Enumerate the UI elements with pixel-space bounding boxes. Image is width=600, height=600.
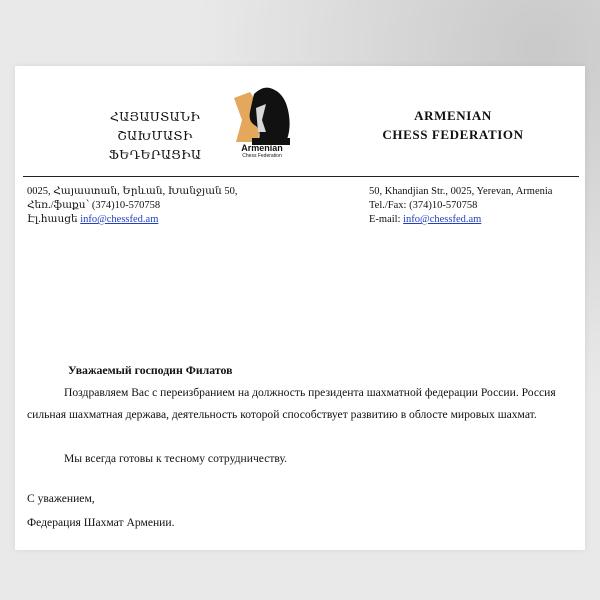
english-name-line2: CHESS FEDERATION (382, 127, 524, 142)
letter-paragraph-1: Поздравляем Вас с переизбранием на должность президента шахматной федерации России. Россия сильная шахматная держава, деятельность которой способствует развитию в облосте мировых шахмат. (27, 386, 556, 421)
english-org-name (368, 106, 538, 144)
armenian-name-line2: ՇԱԽՄԱՏԻ ՖԵԴԵՐԱՑԻԱ (108, 129, 202, 162)
armenian-name-line1: ՀԱՅԱՍՏԱՆԻ (109, 110, 201, 124)
address-line: 0025, Հայաստան, Երևան, Խանջյան 50, (27, 186, 238, 197)
email-link[interactable]: info@chessfed.am (403, 214, 482, 225)
address-armenian (27, 185, 237, 227)
address-line: 50, Khandjian Str., 0025, Yerevan, Armenia (369, 186, 553, 197)
phone-line: Հեռ./ֆաքս՝ (374)10-570758 (27, 200, 161, 211)
english-name-line1: ARMENIAN (414, 108, 492, 123)
phone-line: Tel./Fax: (374)10-570758 (369, 200, 478, 211)
email-line (369, 213, 552, 227)
address-english (369, 185, 552, 227)
logo-caption (215, 143, 309, 160)
email-line (27, 213, 237, 227)
email-link[interactable]: info@chessfed.am (80, 214, 159, 225)
logo-text-armenian: Armenian (241, 143, 283, 153)
chess-knight-logo-icon (228, 80, 296, 176)
email-label: Էլ.հասցե (27, 214, 81, 225)
email-label: E-mail: (369, 214, 404, 225)
letter-paragraph-2: Мы всегда готовы к тесному сотрудничеству. (64, 452, 288, 465)
letter-closing: С уважением, (27, 492, 95, 505)
letter-greeting: Уважаемый господин Филатов (68, 363, 233, 377)
header-divider (23, 176, 579, 177)
letter-signature: Федерация Шахмат Армении. (27, 516, 175, 529)
letterhead-document (15, 66, 585, 550)
logo-text-federation: Chess Federation (242, 153, 282, 159)
armenian-org-name (75, 108, 235, 165)
